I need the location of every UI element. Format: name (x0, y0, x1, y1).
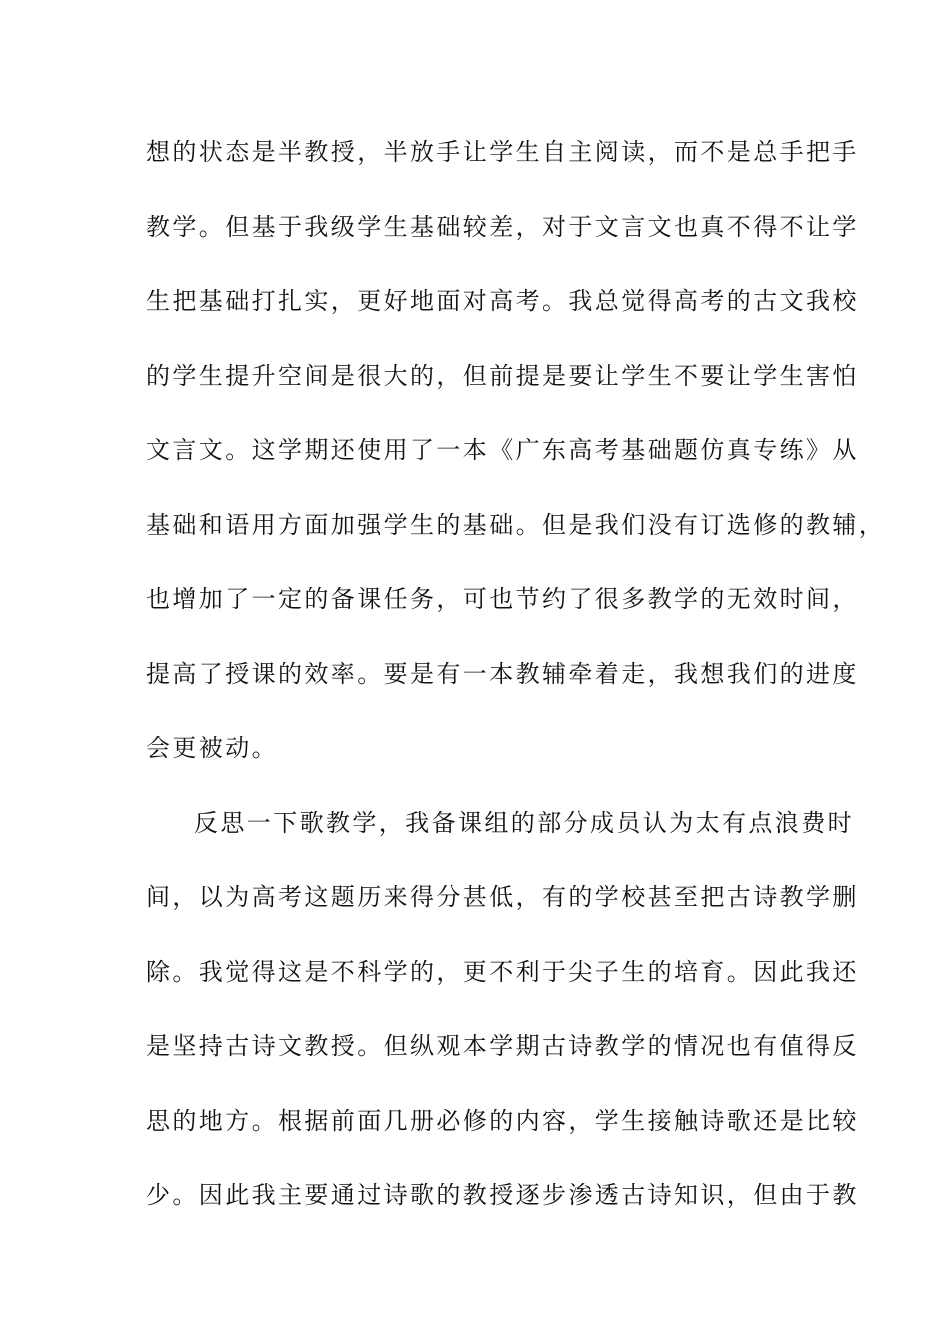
text-line: 除。我觉得这是不科学的，更不利于尖子生的培育。因此我还 (146, 957, 859, 986)
text-line: 想的状态是半教授，半放手让学生自主阅读，而不是总手把手 (146, 138, 859, 166)
text-line: 间，以为高考这题历来得分甚低，有的学校甚至把古诗教学删 (146, 883, 859, 911)
text-line: 会更被动。 (146, 734, 278, 762)
text-line: 少。因此我主要通过诗歌的教授逐步渗透古诗知识，但由于教 (146, 1181, 859, 1209)
paragraph-first-line: 反思一下歌教学，我备课组的部分成员认为太有点浪费时 (194, 808, 854, 837)
text-line: 教学。但基于我级学生基础较差，对于文言文也真不得不让学 (146, 212, 859, 241)
text-line: 也增加了一定的备课任务，可也节约了很多教学的无效时间， (146, 585, 859, 613)
text-line: 的学生提升空间是很大的，但前提是要让学生不要让学生害怕 (146, 361, 859, 390)
text-line: 提高了授课的效率。要是有一本教辅牵着走，我想我们的进度 (146, 659, 859, 688)
text-line: 是坚持古诗文教授。但纵观本学期古诗教学的情况也有值得反 (146, 1032, 859, 1060)
text-line: 文言文。这学期还使用了一本《广东高考基础题仿真专练》从 (146, 436, 859, 464)
body-text (146, 129, 886, 1247)
text-line: 思的地方。根据前面几册必修的内容，学生接触诗歌还是比较 (146, 1106, 859, 1135)
text-line: 基础和语用方面加强学生的基础。但是我们没有订选修的教辅， (146, 510, 886, 539)
text-line: 生把基础打扎实，更好地面对高考。我总觉得高考的古文我校 (146, 287, 859, 315)
